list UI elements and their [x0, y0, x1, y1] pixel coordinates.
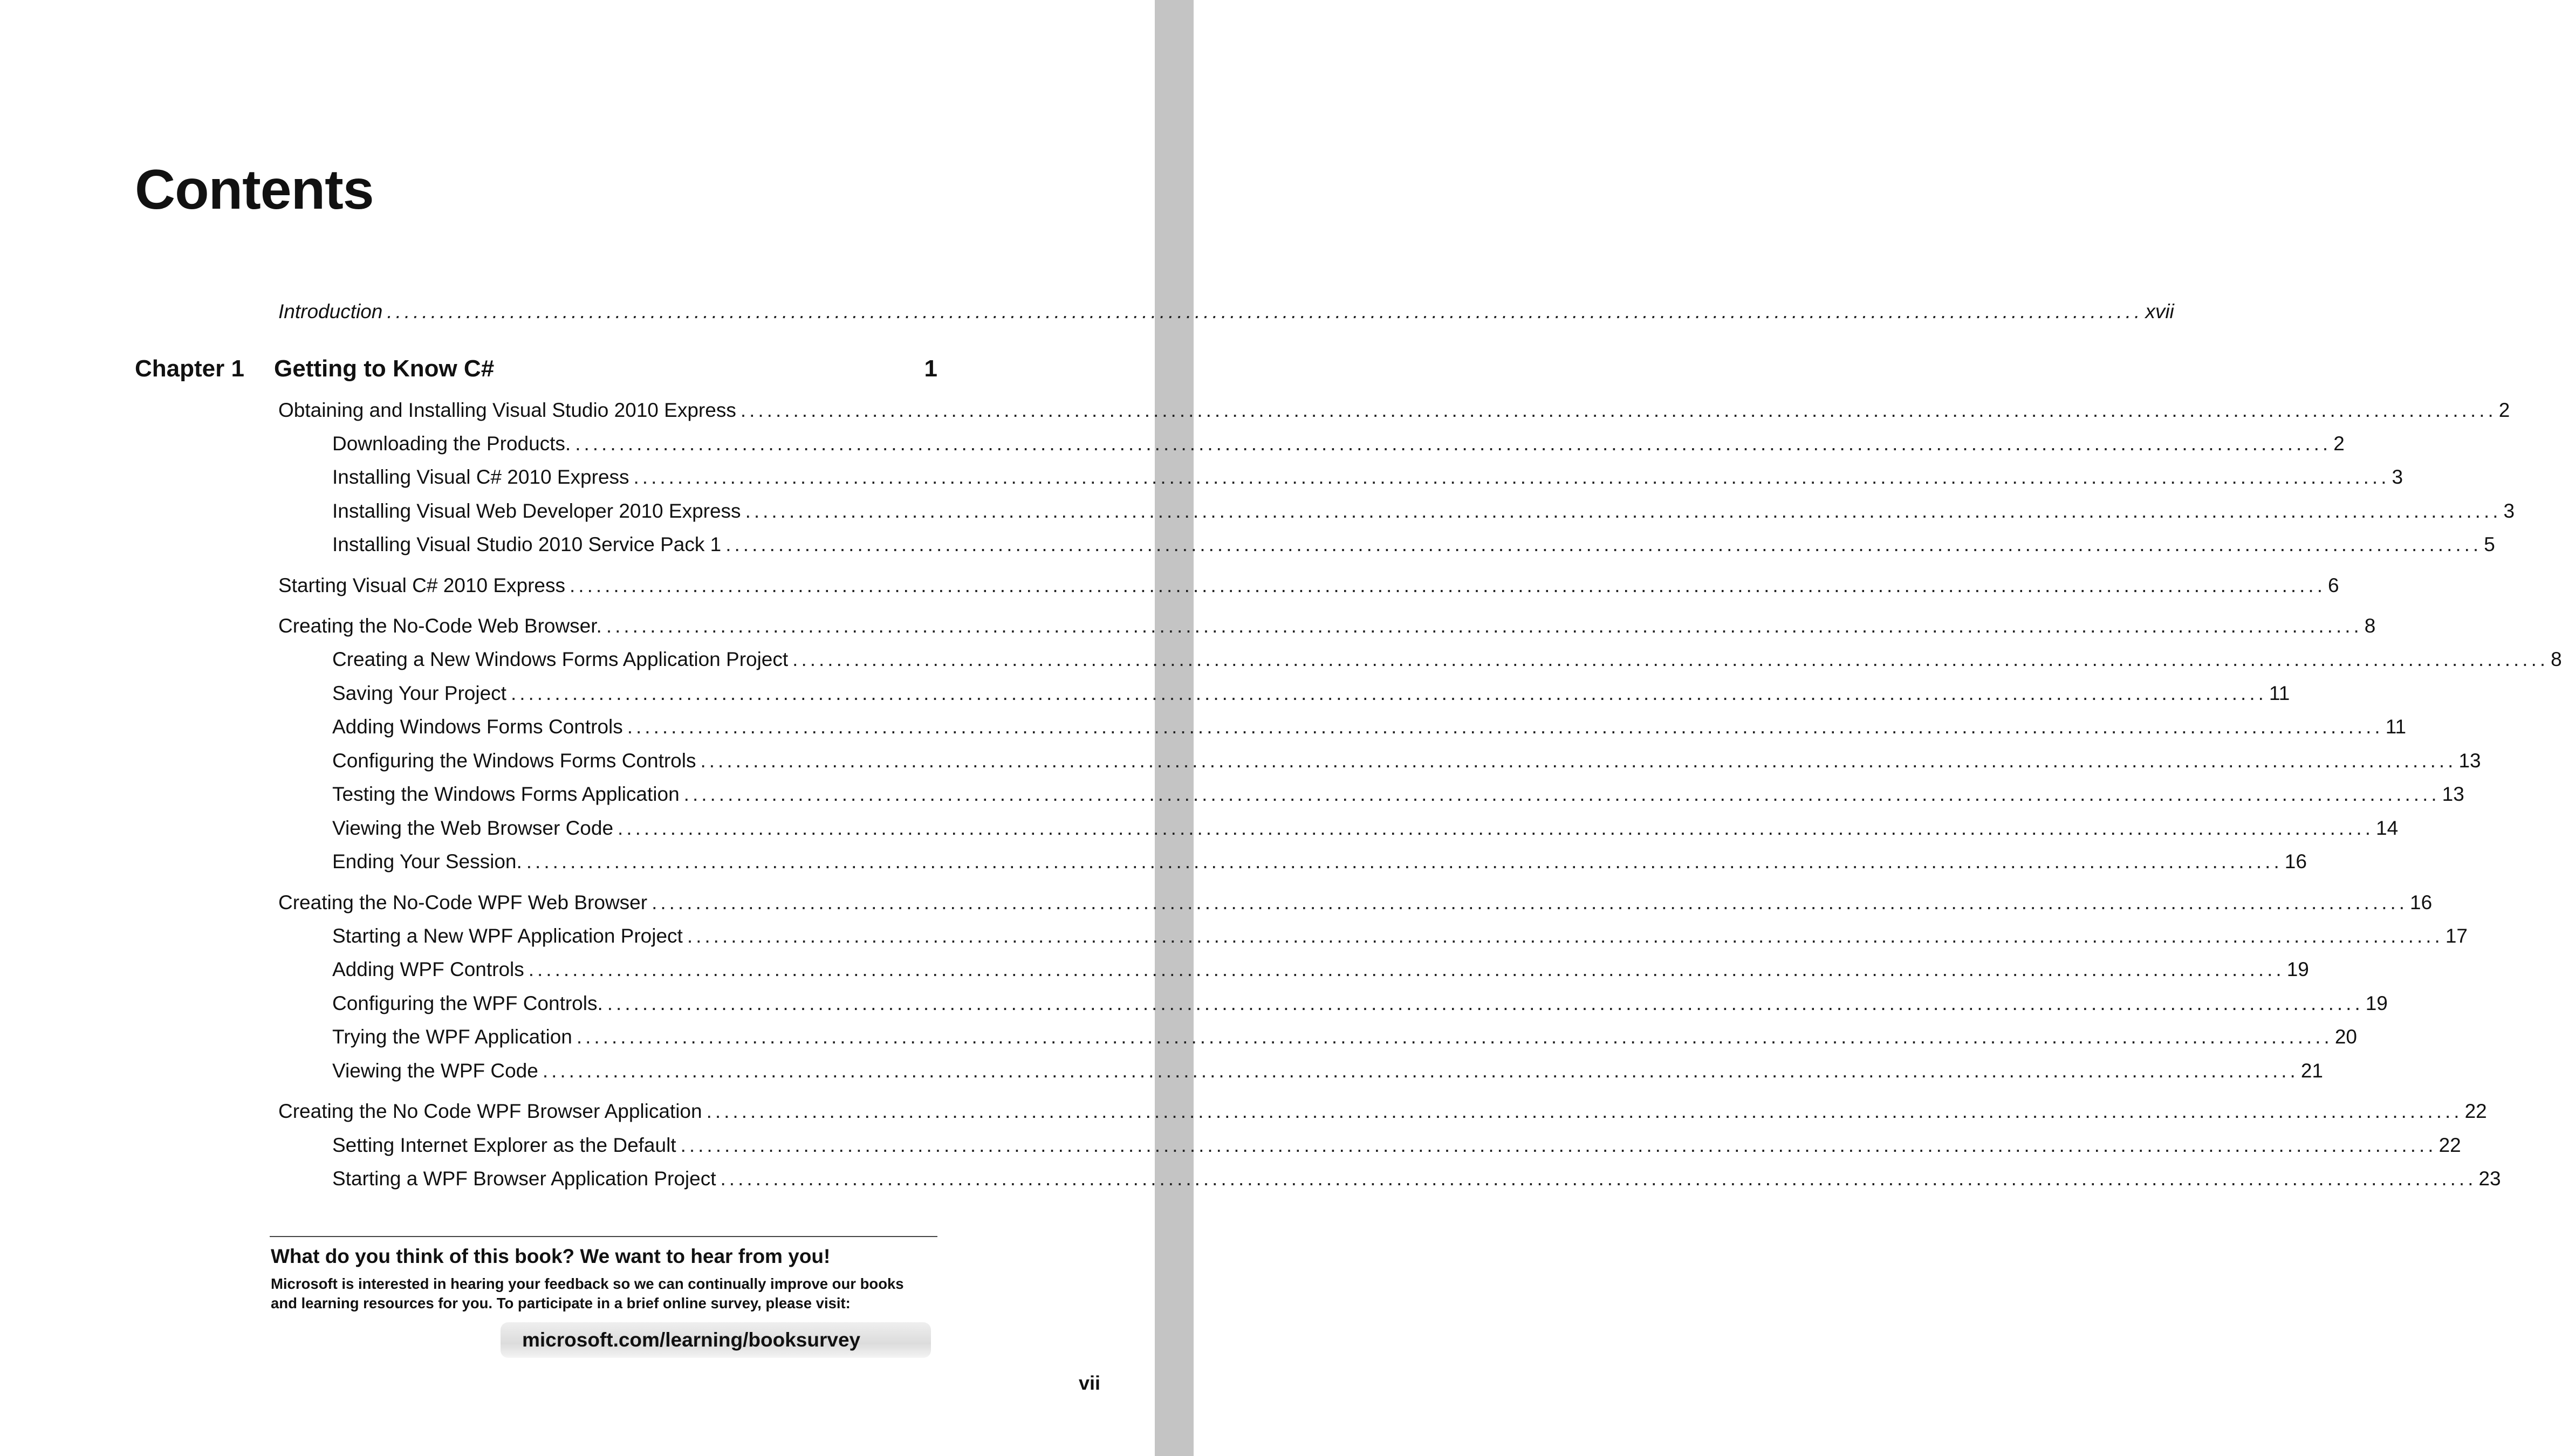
- dot-leader: ........................................................................................................................................................................................................: [680, 1134, 2437, 1156]
- dot-leader: ........................................................................................................................................................................................................: [745, 500, 2502, 522]
- toc-entry-page: 2: [2333, 432, 2345, 455]
- dot-leader: ........................................................................................................................................................................................................: [740, 399, 2497, 421]
- chapter-title: Getting to Know C#: [274, 355, 495, 382]
- toc-entry-page: 19: [2365, 992, 2388, 1014]
- chapter-number: Chapter 1: [135, 355, 244, 382]
- dot-leader: ........................................................................................................................................................................................................: [720, 1167, 2477, 1190]
- toc-entry[interactable]: [278, 572, 2339, 599]
- toc-entry-label: Starting Visual C# 2010 Express: [278, 572, 570, 599]
- toc-entry-label: Installing Visual C# 2010 Express: [332, 464, 634, 491]
- page-title: Contents: [135, 159, 374, 221]
- toc-entry[interactable]: [278, 1098, 2487, 1125]
- toc-entry[interactable]: [278, 397, 2510, 424]
- toc-entry-page: 21: [2300, 1060, 2323, 1082]
- toc-entry-page: 20: [2334, 1026, 2357, 1048]
- toc-entry-label: Creating a New Windows Forms Application Project: [332, 646, 792, 673]
- toc-entry[interactable]: [332, 713, 2407, 740]
- toc-entry-label: Ending Your Session.: [332, 848, 526, 875]
- toc-entry-page: 6: [2327, 574, 2339, 596]
- toc-entry[interactable]: [332, 781, 2464, 808]
- toc-entry-label: Configuring the WPF Controls.: [332, 990, 607, 1017]
- toc-entry-label: Testing the Windows Forms Application: [332, 781, 684, 808]
- toc-entry-label: Trying the WPF Application: [332, 1024, 577, 1050]
- toc-entry-page: 3: [2392, 466, 2403, 488]
- toc-entry-label: Starting a WPF Browser Application Project: [332, 1165, 721, 1192]
- toc-entry[interactable]: [332, 990, 2388, 1017]
- toc-entry-page: 8: [2551, 648, 2562, 670]
- toc-entry-label: Viewing the WPF Code: [332, 1057, 543, 1084]
- toc-entry[interactable]: [332, 498, 2515, 525]
- toc-entry-page: 3: [2503, 500, 2515, 522]
- dot-leader: ........................................................................................................................................................................................................: [700, 750, 2457, 772]
- toc-entry[interactable]: [278, 889, 2433, 916]
- toc-entry-label: Installing Visual Studio 2010 Service Pack 1: [332, 531, 725, 558]
- toc-entry-label: Introduction: [278, 298, 387, 325]
- chapter-heading[interactable]: [135, 352, 937, 386]
- toc-entry[interactable]: [332, 848, 2307, 875]
- toc-entry[interactable]: [332, 680, 2290, 707]
- toc-entry[interactable]: [332, 1024, 2357, 1050]
- dot-leader: ........................................................................................................................................................................................................: [526, 850, 2283, 873]
- toc-entry-page: 8: [2364, 615, 2376, 637]
- toc-entry-label: Starting a New WPF Application Project: [332, 923, 687, 950]
- toc-entry[interactable]: [332, 815, 2399, 842]
- toc-entry-page: 11: [2385, 716, 2407, 738]
- toc-entry-label: Adding Windows Forms Controls: [332, 713, 627, 740]
- toc-entry-page: 5: [2484, 533, 2495, 555]
- toc-entry-label: Creating the No Code WPF Browser Application: [278, 1098, 707, 1125]
- toc-entry[interactable]: [332, 956, 2309, 983]
- page-number: vii: [1078, 1372, 1100, 1394]
- dot-leader: ........................................................................................................................................................................................................: [725, 533, 2482, 555]
- survey-heading: What do you think of this book? We want to hear from you!: [271, 1245, 831, 1267]
- toc-entry[interactable]: [332, 430, 2345, 457]
- toc-entry-label: Creating the No-Code WPF Web Browser: [278, 889, 652, 916]
- toc-entry-label: Obtaining and Installing Visual Studio 2010 Express: [278, 397, 741, 424]
- dot-leader: ........................................................................................................................................................................................................: [607, 992, 2364, 1014]
- toc-entry-page: 22: [2464, 1100, 2487, 1122]
- dot-leader: ........................................................................................................................................................................................................: [618, 817, 2374, 839]
- toc-entry-label: Saving Your Project: [332, 680, 511, 707]
- dot-leader: ........................................................................................................................................................................................................: [627, 716, 2383, 738]
- toc-entry[interactable]: [332, 531, 2495, 558]
- toc-entry-label: Setting Internet Explorer as the Default: [332, 1132, 681, 1159]
- toc-entry-page: 16: [2284, 850, 2307, 873]
- toc-entry-page: 14: [2376, 817, 2399, 839]
- dot-leader: ........................................................................................................................................................................................................: [687, 925, 2443, 947]
- survey-divider: [270, 1236, 937, 1237]
- dot-leader: ........................................................................................................................................................................................................: [542, 1060, 2299, 1082]
- toc-entry[interactable]: [332, 1132, 2461, 1159]
- toc-entry-page: 19: [2286, 958, 2309, 980]
- toc-entry[interactable]: [332, 747, 2481, 774]
- chapter-page: 1: [924, 355, 937, 382]
- toc-entry-label: Configuring the Windows Forms Controls: [332, 747, 700, 774]
- toc-entry[interactable]: [332, 923, 2468, 950]
- dot-leader: ........................................................................................................................................................................................................: [387, 300, 2143, 322]
- survey-body: Microsoft is interested in hearing your feedback so we can continually improve our books and learning resources for you. To participate in a brief online survey, please visit:: [271, 1275, 904, 1311]
- toc-entry-page: 13: [2442, 783, 2464, 805]
- toc-entry[interactable]: [332, 1165, 2501, 1192]
- toc-entry-introduction[interactable]: [278, 298, 2174, 325]
- dot-leader: ........................................................................................................................................................................................................: [652, 891, 2408, 914]
- dot-leader: ........................................................................................................................................................................................................: [528, 958, 2285, 980]
- dot-leader: ........................................................................................................................................................................................................: [575, 432, 2332, 455]
- toc-entry-page: 2: [2498, 399, 2510, 421]
- toc-entry-page: 17: [2445, 925, 2468, 947]
- dot-leader: ........................................................................................................................................................................................................: [683, 783, 2440, 805]
- toc-entry-page: 11: [2269, 682, 2290, 704]
- dot-leader: ........................................................................................................................................................................................................: [510, 682, 2267, 704]
- survey-url-link[interactable]: microsoft.com/learning/booksurvey: [501, 1322, 931, 1358]
- toc-entry-page: 23: [2478, 1167, 2501, 1190]
- toc-entry-page: 16: [2410, 891, 2433, 914]
- toc-entry-label: Installing Visual Web Developer 2010 Express: [332, 498, 745, 525]
- toc-entry[interactable]: [332, 1057, 2323, 1084]
- toc-entry[interactable]: [332, 464, 2403, 491]
- toc-entry-label: Downloading the Products.: [332, 430, 575, 457]
- toc-entry[interactable]: [278, 613, 2376, 640]
- dot-leader: ........................................................................................................................................................................................................: [633, 466, 2390, 488]
- dot-leader: ........................................................................................................................................................................................................: [570, 574, 2326, 596]
- toc-entry-label: Adding WPF Controls: [332, 956, 529, 983]
- toc-entry[interactable]: [332, 646, 2562, 673]
- toc-entry-page: 22: [2438, 1134, 2461, 1156]
- dot-leader: ........................................................................................................................................................................................................: [576, 1026, 2333, 1048]
- toc-entry-page: xvii: [2145, 300, 2174, 322]
- dot-leader: ........................................................................................................................................................................................................: [792, 648, 2549, 670]
- toc-entry-label: Viewing the Web Browser Code: [332, 815, 618, 842]
- dot-leader: ........................................................................................................................................................................................................: [606, 615, 2362, 637]
- dot-leader: ........................................................................................................................................................................................................: [706, 1100, 2463, 1122]
- toc-entry-page: 13: [2458, 750, 2481, 772]
- toc-entry-label: Creating the No-Code Web Browser.: [278, 613, 606, 640]
